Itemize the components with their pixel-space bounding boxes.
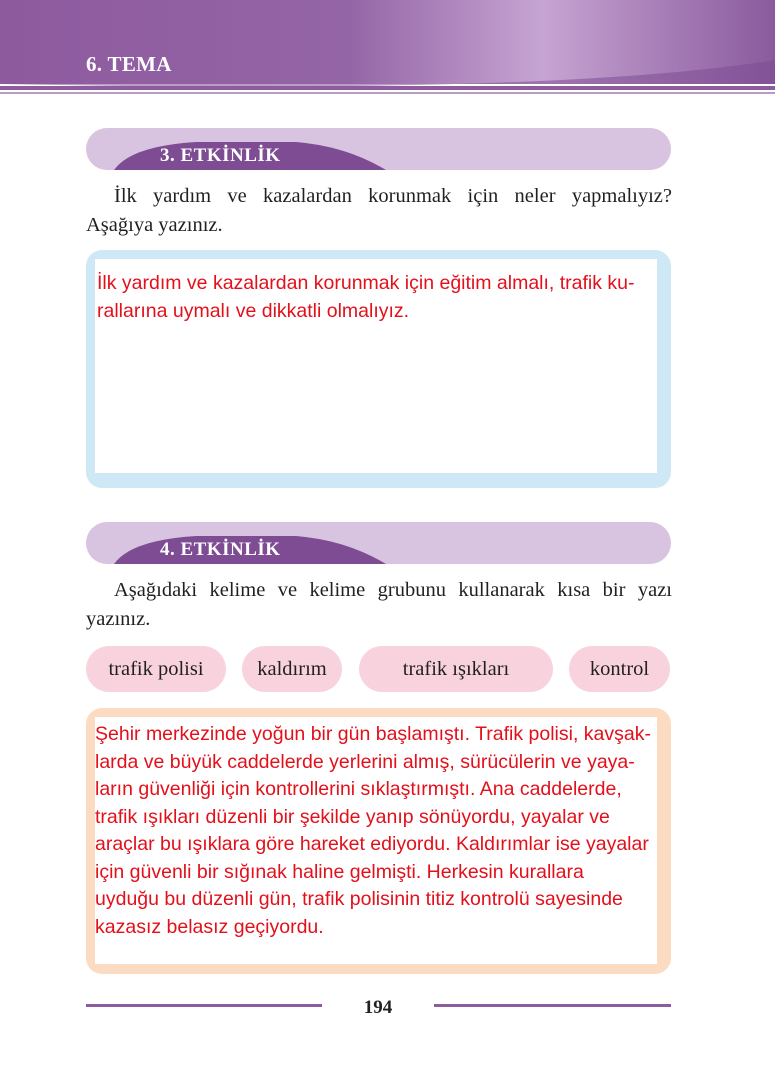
theme-title: 6. TEMA — [86, 52, 172, 76]
activity-4-answer — [95, 721, 657, 941]
activity-4-question-line-2: yazınız. — [86, 608, 151, 630]
activity-4-answer-line: ların güvenliği için kontrollerini sıklaştırmıştı. Ana caddelerde, — [95, 778, 622, 800]
activity-3-question — [86, 182, 672, 240]
activity-4-question-line-1: Aşağıdaki kelime ve kelime grubunu kullanarak kısa bir yazı — [114, 579, 672, 601]
header-banner-shape — [0, 0, 775, 96]
activity-4-answer-line: trafik ışıkları düzenli bir şekilde yanıp sönüyordu, yayalar ve — [95, 805, 610, 828]
page-number: 194 — [363, 997, 393, 1018]
footer-line-right — [434, 1004, 671, 1007]
activity-4-answer-line: Şehir merkezinde yoğun bir gün başlamıştı. Trafik polisi, kavşak- — [95, 723, 651, 745]
activity-3-banner — [86, 128, 671, 170]
activity-4-banner — [86, 522, 671, 564]
activity-4-question — [86, 576, 672, 634]
activity-3-question-line-2: Aşağıya yazınız. — [86, 214, 223, 236]
activity-3-answer-line-1: İlk yardım ve kazalardan korunmak için eğitim almalı, trafik ku- — [97, 272, 635, 294]
activity-4-answer-line: araçlar bu ışıklara göre hareket ediyordu. Kaldırımlar ise yayalar — [95, 833, 649, 855]
activity-3-title: 3. ETKİNLİK — [160, 145, 281, 166]
page-header — [0, 0, 775, 96]
footer-line-left — [86, 1004, 322, 1007]
activity-3-answer — [97, 270, 657, 325]
activity-3-answer-line-2: rallarına uymalı ve dikkatli olmalıyız. — [97, 299, 410, 322]
word-pill-kaldirim: kaldırım — [242, 646, 342, 692]
activity-4-title: 4. ETKİNLİK — [160, 539, 281, 560]
word-pill-kontrol: kontrol — [569, 646, 670, 692]
word-pill-trafik-polisi: trafik polisi — [86, 646, 226, 692]
activity-4-answer-line: için güvenli bir sığınak haline gelmişti. Herkesin kurallara — [95, 860, 584, 883]
activity-4-answer-line: larda ve büyük caddelerde yerlerini almış, sürücülerin ve yaya- — [95, 750, 635, 773]
activity-4-answer-line: uyduğu bu düzenli gün, trafik polisinin titiz kontrolü sayesinde — [95, 888, 623, 910]
activity-3-question-line-1: İlk yardım ve kazalardan korunmak için neler yapmalıyız? — [114, 185, 672, 207]
activity-4-answer-line: kazasız belasız geçiyordu. — [95, 915, 324, 938]
word-pill-trafik-isiklari: trafik ışıkları — [359, 646, 553, 692]
